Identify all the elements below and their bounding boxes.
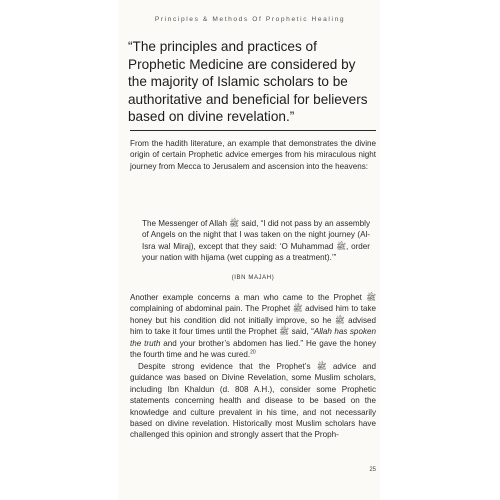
quote-source: (IBN MAJAH) xyxy=(231,275,275,281)
footnote-ref: 20 xyxy=(250,349,256,356)
paragraph-2-text-a: Another example concerns a man who came to the Prophet ﷺ complaining of abdominal pain. The Prophet ﷺ advised him to take honey but his condition did not initially improve, so he ﷺ advised him to take it four times until the Prophet ﷺ said, “ xyxy=(130,293,376,337)
pull-quote-divider xyxy=(130,130,376,131)
pull-quote: “The principles and practices of Prophetic Medicine are considered by the majority of Islamic scholars to be authoritative and beneficial for believers based on divine revelation.” xyxy=(128,39,368,125)
paragraph-2 xyxy=(130,292,376,360)
paragraph-2-text-b: and your brother’s abdomen has lied.” He gave the honey the fourth time and he was cured. xyxy=(130,338,376,360)
paragraph-1: From the hadith literature, an example that demonstrates the divine origin of certain Prophetic advice emerges from his miraculous night journey from Mecca to Jerusalem and ascension into the heavens: xyxy=(130,139,376,171)
paragraph-2-italic: Allah has spoken the truth xyxy=(130,327,376,348)
page-number: 25 xyxy=(369,467,376,473)
paragraph-3: Despite strong evidence that the Prophet’s ﷺ advice and guidance was based on Divine Revelation, some Muslim scholars, including Ibn Khaldun (d. 808 A.H.), consider some Prophetic statements concerning health and disease to be based on the knowledge and culture prevalent in his time, and not necessarily based on divine revelation. Historically most Muslim scholars have challenged this opinion and strongly assert that the Proph- xyxy=(130,362,376,440)
running-head: Principles & Methods Of Prophetic Healing xyxy=(154,16,346,23)
hadith-quote: The Messenger of Allah ﷺ said, “I did not pass by an assembly of Angels on the night that I was taken on the night journey (Al-Isra wal Miraj), except that they said: ‘O Muhammad ﷺ, order your nation with hijama (wet cupping as a treatment).’” xyxy=(142,219,371,263)
